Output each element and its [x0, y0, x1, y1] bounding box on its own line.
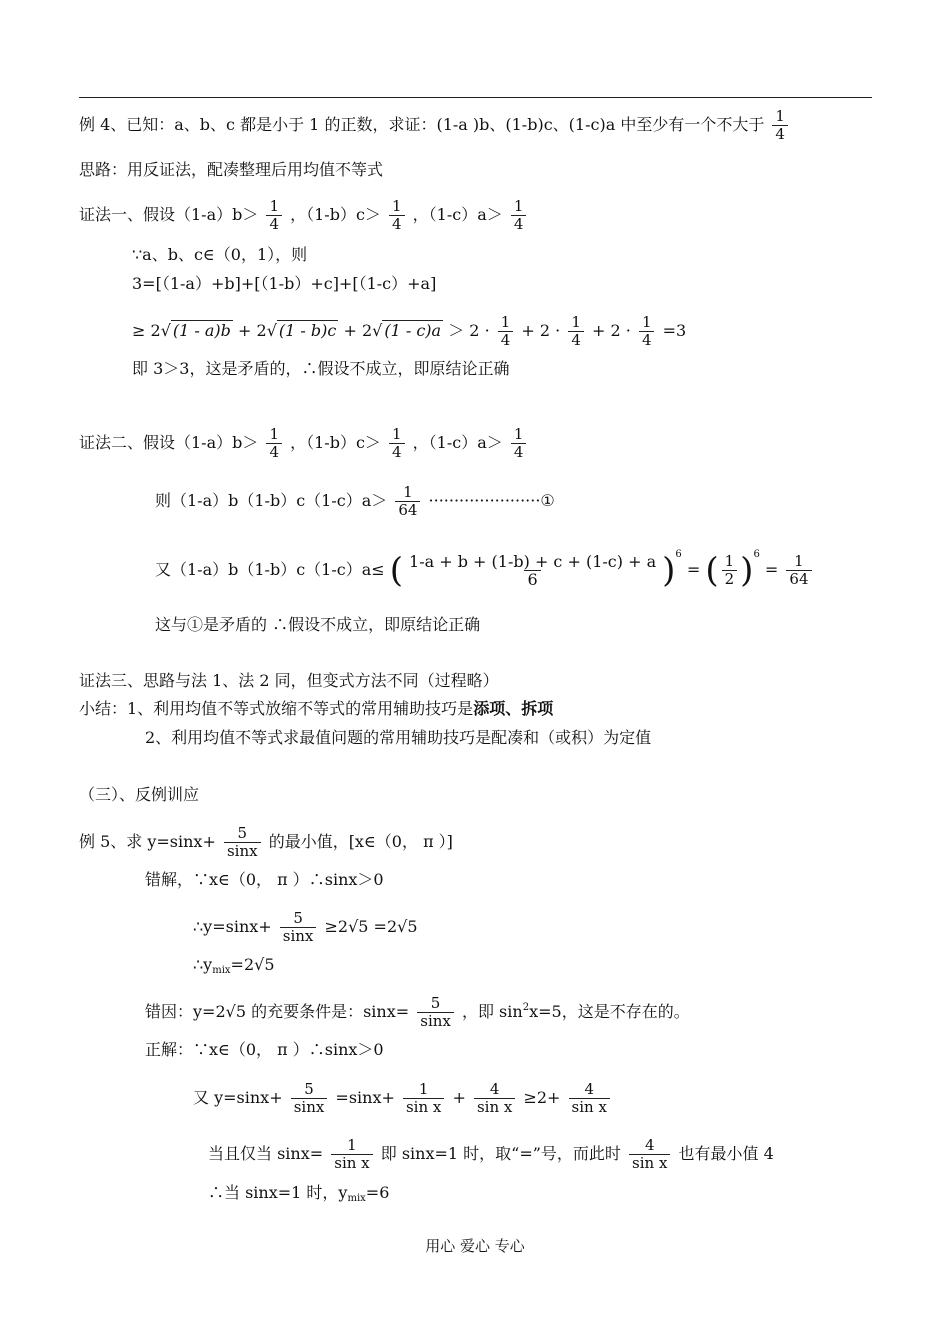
fraction: $\frac{5}{\sin x}$	[280, 910, 317, 945]
fraction: $\frac{4}{\text{sin x}}$	[569, 1081, 610, 1116]
section-3-heading: （三）、反例训应	[79, 785, 200, 804]
example-5: 例 5、求 y=sinx+ $\frac{5}{\sin x}$ 的最小值，[x∈（0， π ）]	[79, 824, 453, 860]
fraction-half: $\frac{1}{2}$	[722, 553, 738, 588]
proof1-assumption: 证法一、假设（1-a）b＞ $\frac{1}{4}$ ，（1-b）c＞ $\frac{1}{4}$ ，（1-c）a＞ $\frac{1}{4}$	[79, 198, 529, 233]
wrong-step-1: ∴y=sinx+ $\frac{5}{\sin x}$ ≥2√5 =2√5	[193, 909, 418, 945]
fraction: $\frac{1}{64}$	[395, 484, 420, 519]
fraction: $\frac{4}{\text{sin x}}$	[474, 1081, 515, 1116]
idea-line: 思路：用反证法，配凑整理后用均值不等式	[79, 160, 384, 179]
proof2-assumption: 证法二、假设（1-a）b＞ $\frac{1}{4}$ ，（1-b）c＞ $\frac{1}{4}$ ，（1-c）a＞ $\frac{1}{4}$	[79, 426, 529, 461]
fraction: $\frac{1}{64}$	[786, 553, 811, 588]
wrong-solution-label: 错解，∵x∈（0， π ）∴sinx＞0	[145, 870, 384, 889]
fraction: $\frac{1}{4}$	[389, 426, 405, 461]
summary-line-1: 小结：1、利用均值不等式放缩不等式的常用辅助技巧是添项、拆项	[79, 699, 554, 718]
fraction: $\frac{1}{\text{sin x}}$	[403, 1081, 444, 1116]
error-cause: 错因：y=2√5 的充要条件是：sinx= $\frac{5}{\sin x}$ ，即 $\sin^2x=5$，这是不存在的。	[145, 994, 690, 1030]
proof1-conclusion: 即 3＞3，这是矛盾的，∴假设不成立，即原结论正确	[132, 359, 510, 378]
fraction: $\frac{5}{\sin x}$	[417, 995, 454, 1030]
proof2-also: 又（1-a）b（1-b）c（1-c）a≤ ( $\frac{1-a + b + (1-b) + c + (1-c) + a}{6}$ )$^6$ = ( $\frac{1}{2}$ )$^6$ = $\frac{1}{64}$	[155, 545, 815, 588]
sqrt-term: √ (1 - b)c	[266, 321, 337, 340]
header-rule	[79, 97, 872, 98]
fraction: $\frac{5}{\sin x}$	[224, 825, 261, 860]
fraction: $\frac{1}{4}$	[639, 314, 655, 349]
fraction: $\frac{1}{4}$	[498, 314, 514, 349]
fraction: $\frac{1}{\text{sin x}}$	[331, 1137, 372, 1172]
wrong-step-2: $\therefore y_{mix}=2√5$	[193, 955, 275, 976]
proof1-inequality: ≥ 2√ (1 - a)b + 2√ (1 - b)c + 2√ (1 - c)a ＞ 2 · $\frac{1}{4}$ + 2 · $\frac{1}{4}$ + 2 · $\frac{1}{4}$ =3	[132, 313, 687, 349]
summary-line-2: 2、利用均值不等式求最值问题的常用辅助技巧是配凑和（或积）为定值	[145, 728, 652, 747]
fraction: $\frac{1}{4}$	[266, 426, 282, 461]
example-4	[79, 108, 791, 143]
fraction: $\frac{4}{\text{sin x}}$	[629, 1137, 670, 1172]
example-4-text: 例 4、已知：a、b、c 都是小于 1 的正数，求证：(1-a )b、(1-b)c、(1-c)a 中至少有一个不大于	[79, 115, 765, 134]
right-paren: )	[662, 550, 676, 591]
fraction: $\frac{1}{4}$	[511, 426, 527, 461]
final-answer: ∴当 sinx=1 时，$y_{mix}=6$	[208, 1183, 390, 1204]
right-paren: )	[740, 550, 754, 591]
fraction: $\frac{5}{\sin x}$	[291, 1081, 328, 1116]
proof2-then: 则（1-a）b（1-b）c（1-c）a＞ $\frac{1}{64}$ ······················①	[155, 483, 555, 519]
fraction: $\frac{1}{4}$	[266, 198, 282, 233]
left-paren: (	[705, 550, 719, 591]
right-step: 又 y=sinx+ $\frac{5}{\sin x}$ =sinx+ $\frac{1}{\text{sin x}}$ + $\frac{4}{\text{sin x}}$ ≥2+ $\frac{4}{\text{sin x}}$	[193, 1081, 613, 1116]
fraction-one-quarter: $\frac{1}{4}$	[772, 108, 788, 143]
proof1-because: ∵a、b、c∈（0，1），则	[132, 245, 308, 264]
fraction: $\frac{1}{4}$	[568, 314, 584, 349]
proof2-conclusion: 这与①是矛盾的 ∴假设不成立，即原结论正确	[155, 615, 481, 634]
right-solution-label: 正解：∵x∈（0， π ）∴sinx＞0	[145, 1040, 384, 1059]
fraction: $\frac{1}{4}$	[511, 198, 527, 233]
proof1-sum: 3=[（1-a）+b]+[（1-b）+c]+[（1-c）+a]	[132, 274, 437, 293]
page-footer: 用心 爱心 专心	[425, 1237, 525, 1255]
left-paren: (	[389, 550, 404, 591]
sqrt-term: √ (1 - a)b	[160, 321, 231, 340]
equality-condition: 当且仅当 sinx= $\frac{1}{\text{sin x}}$ 即 sinx=1 时，取“=”号，而此时 $\frac{4}{\text{sin x}}$ 也有最小值 4	[208, 1136, 774, 1172]
fraction-big: $\frac{1-a + b + (1-b) + c + (1-c) + a}{6}$	[409, 552, 657, 589]
proof3-line: 证法三、思路与法 1、法 2 同，但变式方法不同（过程略）	[79, 671, 499, 690]
sqrt-term: √ (1 - c)a	[372, 321, 442, 340]
fraction: $\frac{1}{4}$	[389, 198, 405, 233]
